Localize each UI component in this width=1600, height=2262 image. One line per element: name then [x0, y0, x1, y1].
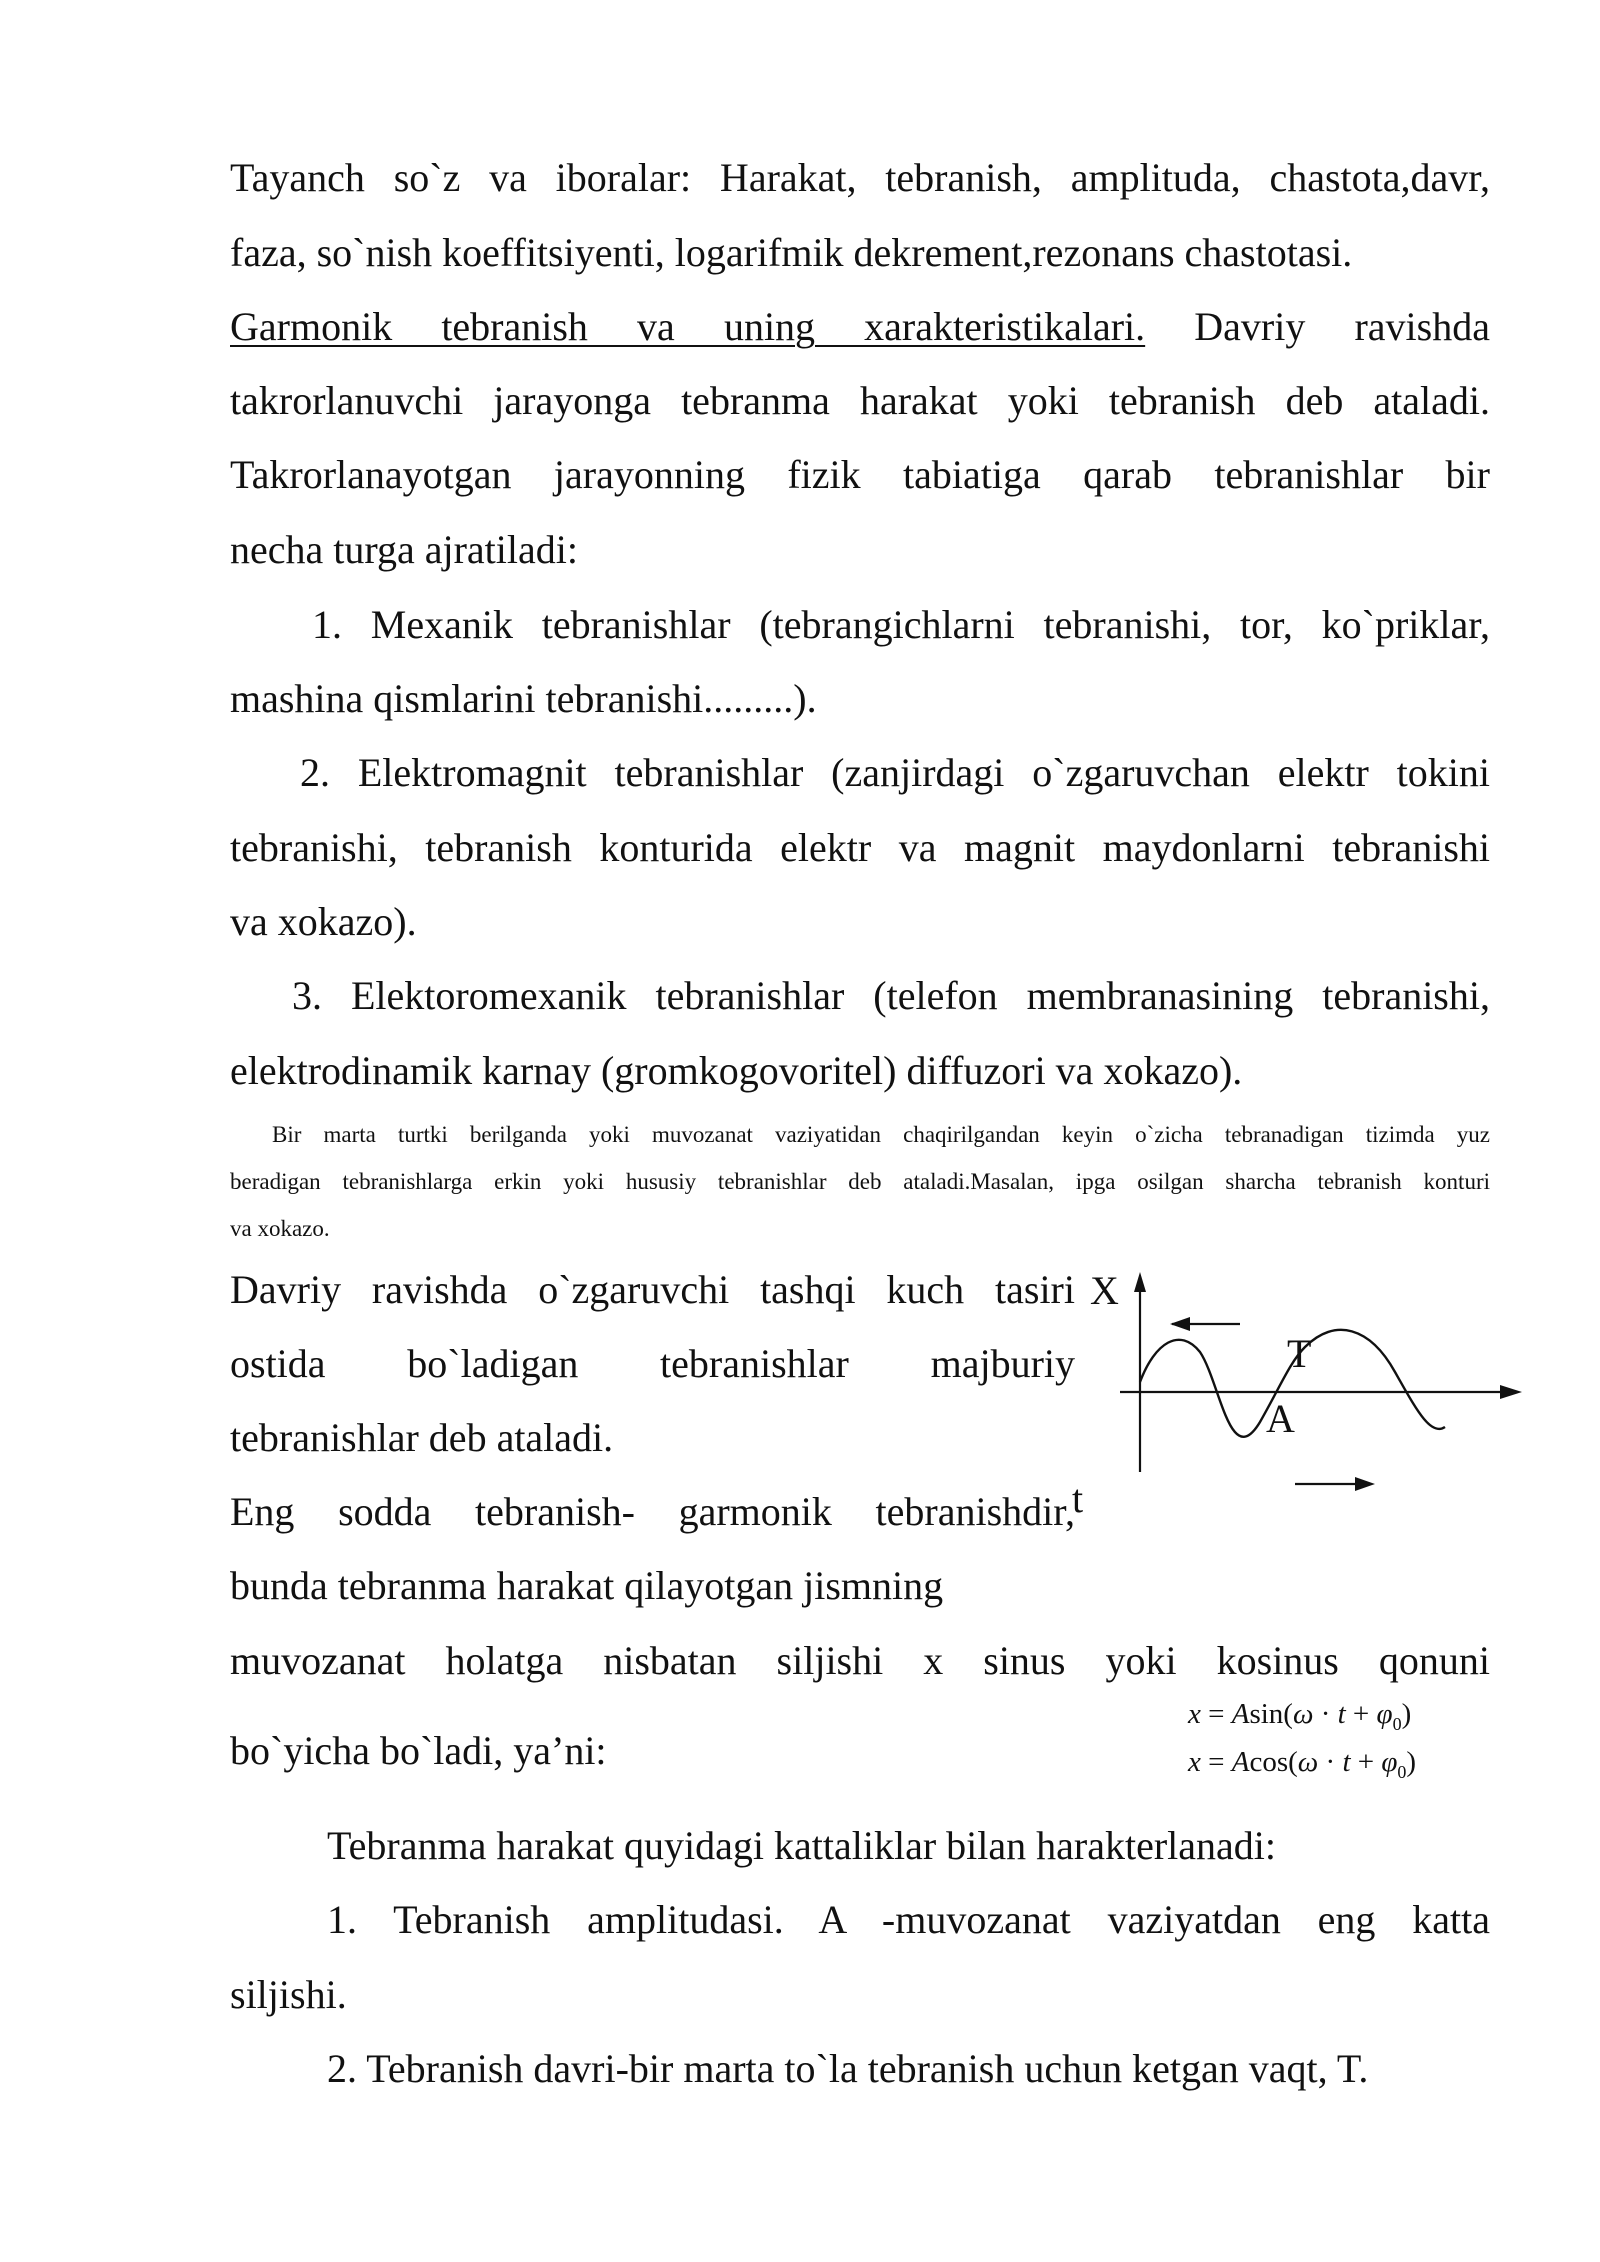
harmonic-line-4: bo`yicha bo`ladi, ya’ni: [230, 1728, 607, 1773]
intro-line-1-rest: Davriy ravishda [1145, 304, 1490, 349]
free-line-2: beradigan tebranishlarga erkin yoki hususiy tebranishlar deb ataladi.Masalan, ipga osilgan sharcha tebranish konturi [230, 1169, 1490, 1194]
harmonic-line-1: Eng sodda tebranish- garmonik tebranishdir, [230, 1489, 1075, 1534]
formula-cos: $x = Acos(\omega \cdot t + \varphi_0)$ [1188, 1746, 1417, 1782]
graph-label-x: X [1090, 1268, 1119, 1313]
intro-line-1 [230, 302, 1490, 352]
graph-label-period: T [1287, 1331, 1312, 1376]
forced-line-1: Davriy ravishda o`zgaruvchi tashqi kuch tasiri [230, 1267, 1075, 1312]
free-line-1: Bir marta turtki berilganda yoki muvozanat vaziyatidan chaqirilgandan keyin o`zicha tebranadigan tizimda yuz [272, 1122, 1490, 1147]
keywords-line-1: Tayanch so`z va iboralar: Harakat, tebranish, amplituda, chastota,davr, [230, 155, 1490, 200]
graph-label-t: t [1072, 1476, 1084, 1521]
intro-line-2: takrorlanuvchi jarayonga tebranma harakat yoki tebranish deb ataladi. [230, 378, 1490, 423]
forced-line-2: ostida bo`ladigan tebranishlar majburiy [230, 1341, 1075, 1386]
graph-label-amplitude: A [1266, 1396, 1295, 1441]
characteristic-2: 2. Tebranish davri-bir marta to`la tebranish uchun ketgan vaqt, T. [327, 2046, 1369, 2091]
type-1-line-2: mashina qismlarini tebranishi.........). [230, 676, 817, 721]
type-2-line-3: va xokazo). [230, 899, 417, 944]
keywords-line-2: faza, so`nish koeffitsiyenti, logarifmik dekrement,rezonans chastotasi. [230, 230, 1353, 275]
intro-line-3: Takrorlanayotgan jarayonning fizik tabiatiga qarab tebranishlar bir [230, 452, 1490, 497]
formula-sin: $x = Asin(\omega \cdot t + \varphi_0)$ [1188, 1698, 1412, 1734]
type-2-line-2: tebranishi, tebranish konturida elektr va magnit maydonlarni tebranishi [230, 825, 1490, 870]
forced-line-3: tebranishlar deb ataladi. [230, 1415, 614, 1460]
left-arrow-icon [1170, 1317, 1190, 1331]
oscillation-graph [1072, 1262, 1530, 1521]
type-3-line-1: 3. Elektoromexanik tebranishlar (telefon membranasining tebranishi, [292, 973, 1490, 1018]
type-3-line-2: elektrodinamik karnay (gromkogovoritel) diffuzori va xokazo). [230, 1048, 1243, 1093]
characteristic-1-line-2: siljishi. [230, 1972, 347, 2017]
characteristic-1-line-1: 1. Tebranish amplitudasi. A -muvozanat vaziyatdan eng katta [327, 1897, 1490, 1942]
intro-line-4: necha turga ajratiladi: [230, 527, 578, 572]
characteristics-intro: Tebranma harakat quyidagi kattaliklar bilan harakterlanadi: [327, 1823, 1277, 1868]
type-2-line-1: 2. Elektromagnit tebranishlar (zanjirdagi o`zgaruvchan elektr tokini [300, 750, 1490, 795]
harmonic-line-2: bunda tebranma harakat qilayotgan jismning [230, 1563, 944, 1608]
right-arrow-icon [1355, 1477, 1375, 1491]
section-heading: Garmonik tebranish va uning xarakteristikalari. [230, 304, 1146, 349]
harmonic-line-3: muvozanat holatga nisbatan siljishi x sinus yoki kosinus qonuni [230, 1638, 1490, 1683]
x-axis-arrow-icon [1134, 1272, 1146, 1292]
free-line-3: va xokazo. [230, 1216, 330, 1241]
type-1-line-1: 1. Mexanik tebranishlar (tebrangichlarni tebranishi, tor, ko`priklar, [312, 602, 1490, 647]
time-axis-arrow-icon [1500, 1385, 1522, 1399]
